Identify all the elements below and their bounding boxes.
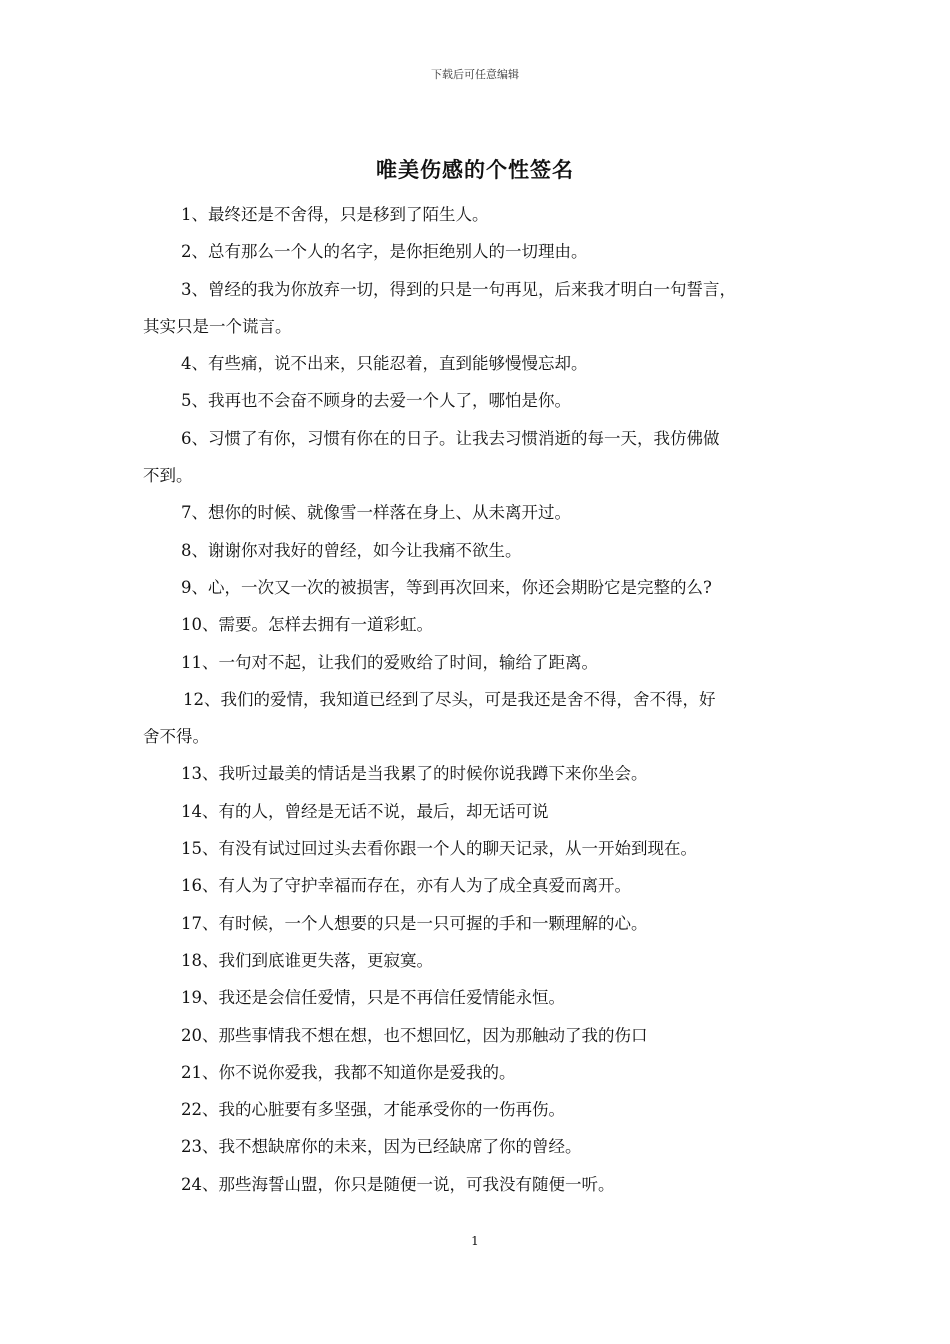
list-item: 3、曾经的我为你放弃一切，得到的只是一句再见，后来我才明白一句誓言， [181, 279, 736, 299]
list-item: 22、我的心脏要有多坚强，才能承受你的一伤再伤。 [181, 1100, 565, 1120]
list-item: 6、习惯了有你，习惯有你在的日子。让我去习惯消逝的每一天，我仿佛做 [181, 428, 720, 448]
list-item: 23、我不想缺席你的未来，因为已经缺席了你的曾经。 [181, 1137, 582, 1157]
list-item: 17、有时候，一个人想要的只是一只可握的手和一颗理解的心。 [181, 913, 648, 933]
page-number: 1 [471, 1234, 479, 1248]
list-item: 19、我还是会信任爱情，只是不再信任爱情能永恒。 [181, 988, 565, 1008]
list-item: 12、我们的爱情，我知道已经到了尽头，可是我还是舍不得，舍不得，好 [183, 689, 716, 709]
list-item: 8、谢谢你对我好的曾经，如今让我痛不欲生。 [181, 540, 522, 560]
list-item: 2、总有那么一个人的名字，是你拒绝别人的一切理由。 [181, 242, 588, 262]
list-item: 16、有人为了守护幸福而存在，亦有人为了成全真爱而离开。 [181, 876, 631, 896]
list-item-continuation: 不到。 [143, 466, 193, 486]
page-header: 下载后可任意编辑 [431, 68, 519, 81]
list-item: 20、那些事情我不想在想，也不想回忆，因为那触动了我的伤口 [181, 1025, 648, 1045]
document-title: 唯美伤感的个性签名 [376, 157, 574, 182]
list-item: 1、最终还是不舍得，只是移到了陌生人。 [181, 205, 489, 224]
list-item-continuation: 其实只是一个谎言。 [143, 316, 292, 336]
list-item: 15、有没有试过回过头去看你跟一个人的聊天记录，从一开始到现在。 [181, 839, 697, 859]
list-item: 13、我听过最美的情话是当我累了的时候你说我蹲下来你坐会。 [181, 764, 648, 784]
list-item: 4、有些痛，说不出来，只能忍着，直到能够慢慢忘却。 [181, 354, 588, 374]
list-item: 9、心，一次又一次的被损害，等到再次回来，你还会期盼它是完整的么? [181, 577, 712, 597]
list-item: 18、我们到底谁更失落，更寂寞。 [181, 950, 433, 970]
list-item: 5、我再也不会奋不顾身的去爱一个人了，哪怕是你。 [181, 391, 571, 411]
document-body [143, 196, 825, 1203]
list-item: 10、需要。怎样去拥有一道彩虹。 [181, 615, 433, 635]
list-item: 11、一句对不起，让我们的爱败给了时间，输给了距离。 [181, 652, 598, 672]
list-item: 21、你不说你爱我，我都不知道你是爱我的。 [181, 1062, 516, 1082]
list-item: 14、有的人，曾经是无话不说，最后，却无话可说 [181, 801, 549, 821]
list-item-continuation: 舍不得。 [143, 727, 209, 747]
list-item: 7、想你的时候、就像雪一样落在身上、从未离开过。 [181, 503, 571, 523]
list-item: 24、那些海誓山盟，你只是随便一说，可我没有随便一听。 [181, 1174, 615, 1194]
